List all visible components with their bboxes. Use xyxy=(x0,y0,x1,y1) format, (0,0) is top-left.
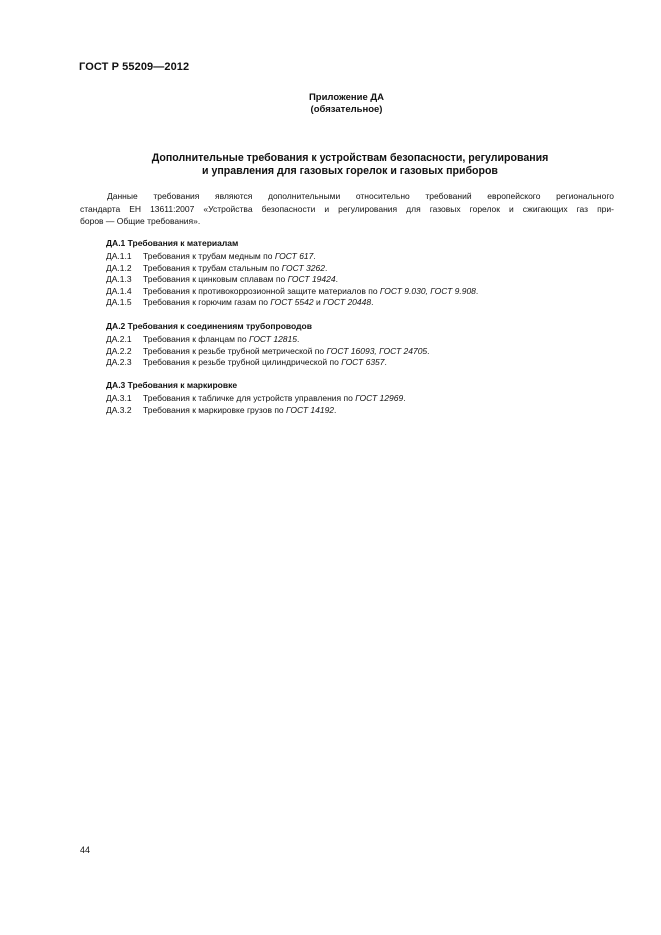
requirement-item xyxy=(106,334,430,346)
document-code: ГОСТ Р 55209—2012 xyxy=(79,61,190,73)
intro-line: Данные требования являются дополнительными относительно требований европейского регионального xyxy=(107,191,614,201)
requirement-item xyxy=(106,405,406,417)
requirement-text: Требования к горючим газам по xyxy=(143,297,271,308)
requirement-tail: . xyxy=(296,334,300,344)
intro-paragraph xyxy=(80,190,614,228)
requirement-text: Требования к трубам стальным по xyxy=(143,262,282,273)
requirement-text: Требования к табличке для устройств управления по xyxy=(143,393,356,403)
standard-reference: ГОСТ 9.030, ГОСТ 9.908 xyxy=(379,285,476,296)
requirement-tail: . xyxy=(384,357,387,368)
requirement-number: ДА.1.2 xyxy=(106,262,132,273)
requirement-number: ДА.1.4 xyxy=(106,285,132,296)
section-materials xyxy=(106,237,478,309)
requirement-tail: . xyxy=(335,274,338,285)
intro-line: стандарта ЕН 13611:2007 «Устройства безопасности и регулирования для газовых горелок и сжигающих газ при- xyxy=(80,203,614,214)
requirement-item xyxy=(106,251,478,263)
section-title xyxy=(80,152,620,178)
requirement-item xyxy=(106,346,430,358)
standard-reference: ГОСТ 12815 xyxy=(248,334,297,344)
requirement-item xyxy=(106,297,478,309)
requirement-conjunction: и xyxy=(313,297,324,308)
requirement-item xyxy=(106,393,406,405)
standard-reference: ГОСТ 3262 xyxy=(281,262,325,273)
requirement-number: ДА.2.2 xyxy=(106,345,132,356)
appendix-title: Приложение ДА xyxy=(308,92,385,103)
section-title-line: Дополнительные требования к устройствам безопасности, регулирования xyxy=(151,152,549,164)
standard-reference: ГОСТ 14192 xyxy=(286,404,335,415)
requirement-number: ДА.1.3 xyxy=(106,274,132,285)
standard-reference: ГОСТ 19424 xyxy=(287,274,336,285)
requirement-number: ДА.1.1 xyxy=(106,251,132,261)
requirement-number: ДА.3.1 xyxy=(106,393,132,403)
requirement-number: ДА.3.2 xyxy=(106,404,132,415)
requirement-text: Требования к резьбе трубной цилиндрической по xyxy=(143,357,342,368)
requirement-text: Требования к трубам медным по xyxy=(143,251,275,261)
standard-reference: ГОСТ 20448 xyxy=(323,297,372,308)
requirement-text: Требования к противокоррозионной защите материалов по xyxy=(143,285,380,296)
requirement-text: Требования к фланцам по xyxy=(143,334,249,344)
standard-reference: ГОСТ 6357 xyxy=(341,357,385,368)
section-heading: ДА.3 Требования к маркировке xyxy=(106,380,238,390)
standard-reference: ГОСТ 617 xyxy=(274,251,314,261)
section-title-line: и управления для газовых горелок и газовых приборов xyxy=(202,165,498,177)
requirement-tail: . xyxy=(475,285,479,296)
requirement-tail: . xyxy=(371,297,374,308)
requirement-text: Требования к резьбе трубной метрической по xyxy=(143,345,327,356)
requirement-number: ДА.2.1 xyxy=(106,334,132,344)
requirement-item xyxy=(106,286,478,298)
section-heading: ДА.2 Требования к соединениям трубопроводов xyxy=(106,321,312,331)
requirement-tail: . xyxy=(313,251,316,261)
requirement-text: Требования к цинковым сплавам по xyxy=(143,274,288,285)
section-marking xyxy=(106,379,406,416)
requirement-tail: . xyxy=(403,393,406,403)
requirement-tail: . xyxy=(427,345,430,356)
requirement-number: ДА.2.3 xyxy=(106,357,132,368)
requirement-item xyxy=(106,263,478,275)
section-pipe-connections xyxy=(106,320,430,369)
intro-line: боров — Общие требования». xyxy=(80,216,201,226)
requirement-text: Требования к маркировке грузов по xyxy=(143,404,287,415)
section-heading: ДА.1 Требования к материалам xyxy=(106,238,239,248)
standard-reference: ГОСТ 16093, ГОСТ 24705 xyxy=(326,345,428,356)
appendix-status: (обязательное) xyxy=(310,104,383,115)
requirement-item xyxy=(106,357,430,369)
requirement-tail: . xyxy=(334,404,337,415)
requirement-number: ДА.1.5 xyxy=(106,297,132,308)
standard-reference: ГОСТ 12969 xyxy=(355,393,404,403)
requirement-item xyxy=(106,274,478,286)
standard-reference: ГОСТ 5542 xyxy=(270,297,314,308)
page-number: 44 xyxy=(80,845,91,855)
requirement-tail: . xyxy=(324,262,328,273)
